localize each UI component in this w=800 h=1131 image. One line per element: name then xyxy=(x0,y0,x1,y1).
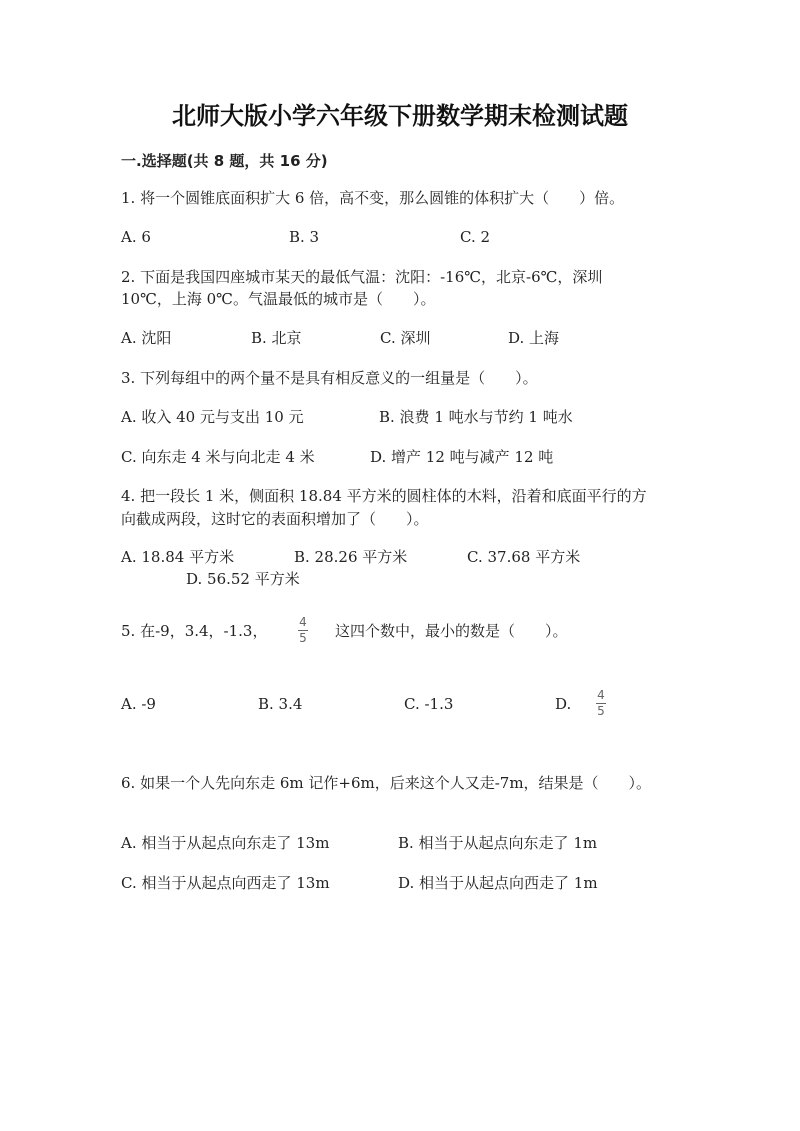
q3-option-a: A. 收入 40 元与支出 10 元 xyxy=(121,408,304,426)
q6-option-c: C. 相当于从起点向西走了 13m xyxy=(121,874,330,892)
fraction-numerator: 4 xyxy=(299,615,307,629)
fraction-denominator: 5 xyxy=(597,704,605,718)
q4-option-b: B. 28.26 平方米 xyxy=(294,548,408,566)
q6-option-d: D. 相当于从起点向西走了 1m xyxy=(398,874,598,892)
q5-option-a: A. -9 xyxy=(121,695,156,713)
question-5-fraction xyxy=(298,616,308,645)
q6-option-a: A. 相当于从起点向东走了 13m xyxy=(121,834,330,852)
q4-option-a: A. 18.84 平方米 xyxy=(121,548,235,566)
q1-option-c: C. 2 xyxy=(460,228,491,246)
q2-option-a: A. 沈阳 xyxy=(121,329,172,347)
q5-option-d-fraction xyxy=(596,689,606,718)
section-heading: 一.选择题(共 8 题，共 16 分) xyxy=(121,152,328,170)
question-2-line-1: 2. 下面是我国四座城市某天的最低气温：沈阳：-16℃，北京-6℃，深圳 xyxy=(121,268,603,286)
question-4-line-1: 4. 把一段长 1 米，侧面积 18.84 平方米的圆柱体的木料，沿着和底面平行的方 xyxy=(121,487,647,505)
question-5-prefix: 5. 在-9，3.4，-1.3， xyxy=(121,622,268,640)
page-title: 北师大版小学六年级下册数学期末检测试题 xyxy=(172,102,628,130)
q1-option-b: B. 3 xyxy=(289,228,320,246)
fraction-numerator: 4 xyxy=(597,688,605,702)
q2-option-d: D. 上海 xyxy=(508,329,560,347)
question-1: 1. 将一个圆锥底面积扩大 6 倍，高不变，那么圆锥的体积扩大（ ）倍。 xyxy=(121,189,625,207)
q2-option-c: C. 深圳 xyxy=(380,329,431,347)
question-2-line-2: 10℃，上海 0℃。气温最低的城市是（ ）。 xyxy=(121,290,436,308)
q5-option-d: D. xyxy=(555,695,572,713)
q2-option-b: B. 北京 xyxy=(251,329,302,347)
question-4-line-2: 向截成两段，这时它的表面积增加了（ ）。 xyxy=(121,510,429,528)
q3-option-c: C. 向东走 4 米与向北走 4 米 xyxy=(121,448,315,466)
q5-option-c: C. -1.3 xyxy=(404,695,454,713)
q1-option-a: A. 6 xyxy=(121,228,151,246)
q5-option-b: B. 3.4 xyxy=(258,695,303,713)
q3-option-b: B. 浪费 1 吨水与节约 1 吨水 xyxy=(379,408,573,426)
q4-option-c: C. 37.68 平方米 xyxy=(467,548,581,566)
fraction-denominator: 5 xyxy=(299,631,307,645)
q3-option-d: D. 增产 12 吨与减产 12 吨 xyxy=(370,448,554,466)
question-3: 3. 下列每组中的两个量不是具有相反意义的一组量是（ ）。 xyxy=(121,369,538,387)
q4-option-d: D. 56.52 平方米 xyxy=(186,570,300,588)
question-6: 6. 如果一个人先向东走 6m 记作+6m，后来这个人又走-7m，结果是（ ）。 xyxy=(121,774,652,792)
q6-option-b: B. 相当于从起点向东走了 1m xyxy=(398,834,598,852)
question-5-suffix: 这四个数中，最小的数是（ ）。 xyxy=(335,622,568,640)
